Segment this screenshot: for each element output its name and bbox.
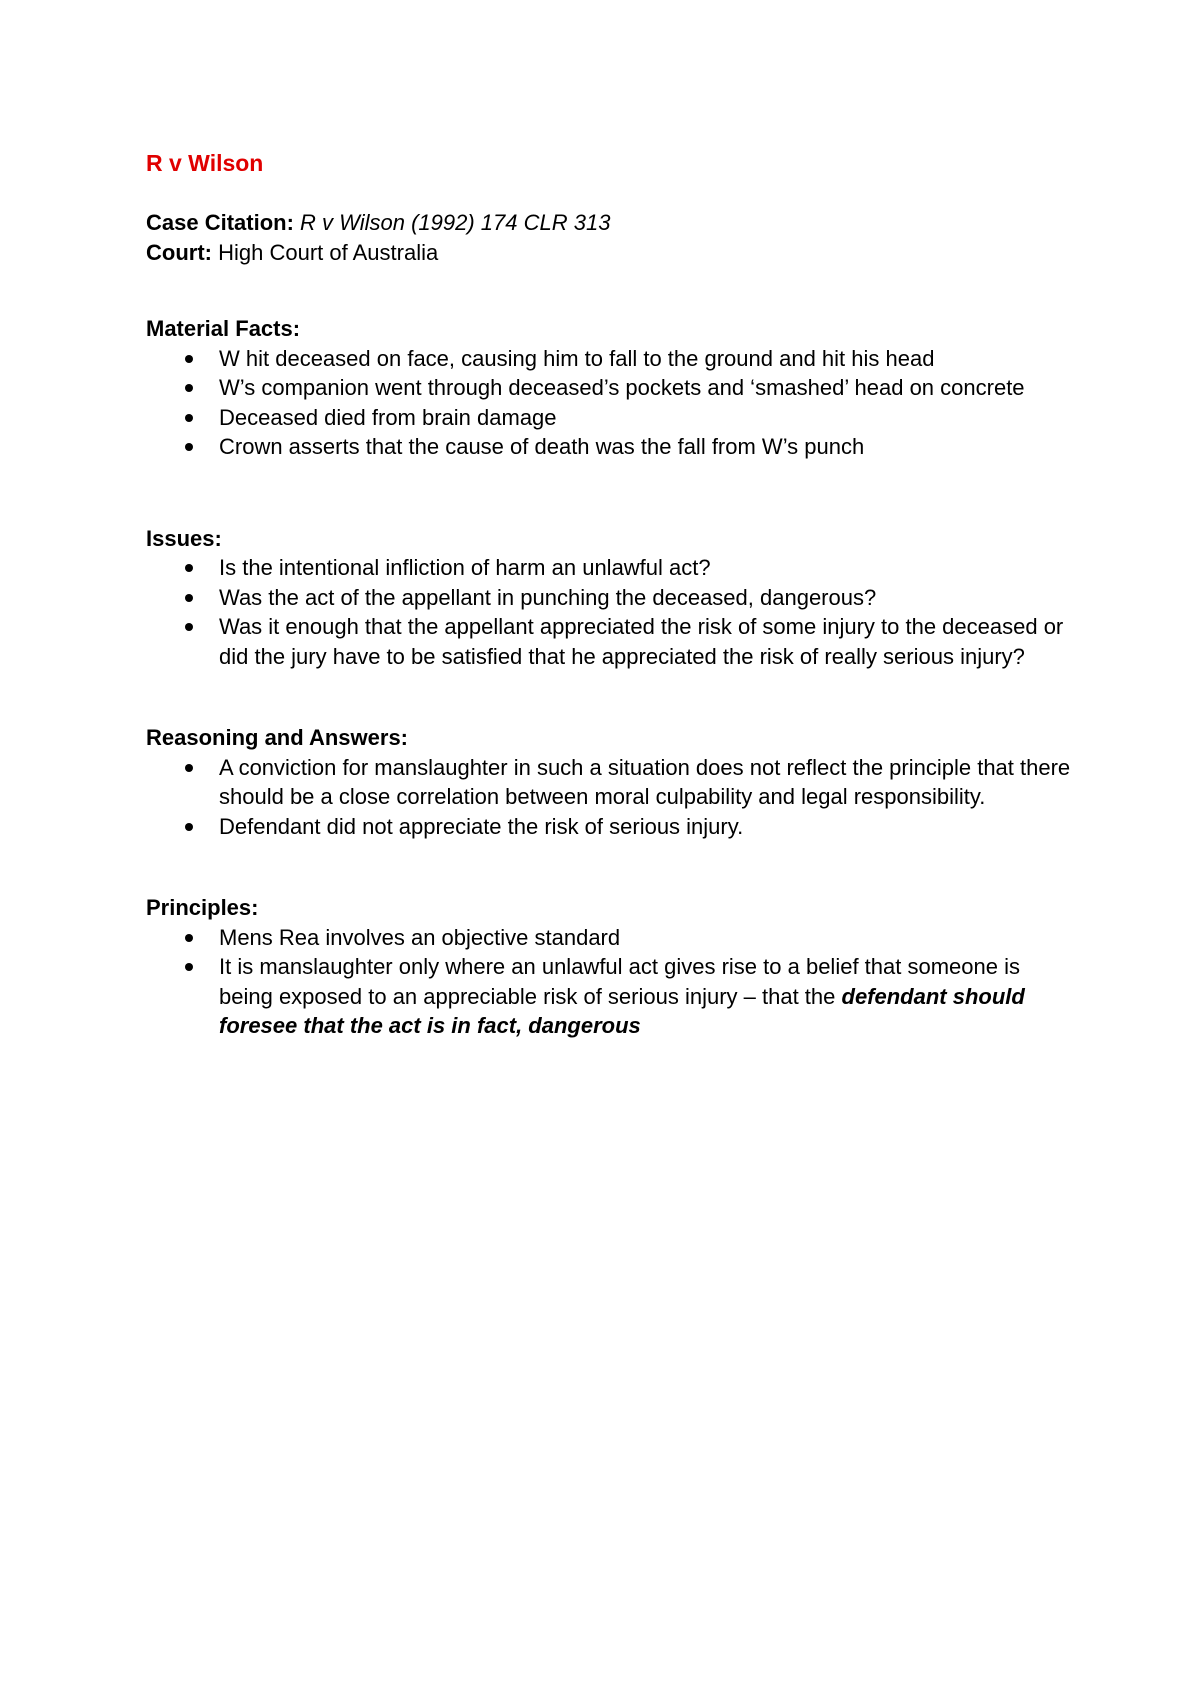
issues-list (146, 553, 1076, 671)
case-citation-value: R v Wilson (1992) 174 CLR 313 (300, 210, 611, 235)
list-item (146, 403, 1076, 433)
list-item-emphasis: defendant should foresee that the act is in fact, dangerous (219, 983, 1025, 1038)
issues-heading: Issues: (146, 525, 222, 551)
material-facts-list (146, 344, 1076, 462)
document-content (146, 148, 1076, 1041)
bullet-icon (185, 963, 193, 971)
list-item (146, 583, 1076, 613)
list-item-text: Mens Rea involves an objective standard (219, 924, 621, 950)
principles-list (146, 923, 1076, 1041)
list-item-text: It is manslaughter only where an unlawful act gives rise to a belief that someone is being exposed to an appreciable risk of serious injury – that the (219, 954, 1020, 1009)
list-item-text: Defendant did not appreciate the risk of serious injury. (219, 813, 744, 839)
bullet-icon (185, 823, 193, 831)
list-item (146, 432, 1076, 462)
case-title: R v Wilson (146, 150, 264, 176)
list-item-text: Was it enough that the appellant appreciated the risk of some injury to the deceased or did the jury have to be satisfied that he appreciated the risk of really serious injury? (219, 614, 1064, 669)
list-item-text: Is the intentional infliction of harm an unlawful act? (219, 555, 711, 580)
bullet-icon (185, 414, 193, 422)
bullet-icon (185, 384, 193, 392)
court-label: Court: (146, 239, 212, 265)
list-item-text: A conviction for manslaughter in such a situation does not reflect the principle that there should be a close correlation between moral culpability and legal responsibility. (219, 754, 1071, 809)
bullet-icon (185, 594, 193, 602)
list-item-text: Deceased died from brain damage (219, 404, 557, 430)
case-citation-line (146, 208, 1076, 238)
material-facts-heading: Material Facts: (146, 316, 301, 341)
reasoning-list (146, 753, 1076, 842)
court-line (146, 238, 1076, 268)
list-item (146, 344, 1076, 374)
list-item (146, 553, 1076, 583)
list-item-text: W hit deceased on face, causing him to fall to the ground and hit his head (219, 345, 935, 371)
case-citation-label: Case Citation: (146, 210, 294, 235)
court-value: High Court of Australia (218, 239, 439, 265)
list-item (146, 812, 1076, 842)
list-item (146, 923, 1076, 953)
reasoning-heading: Reasoning and Answers: (146, 725, 409, 750)
list-item-text: Was the act of the appellant in punching the deceased, dangerous? (219, 584, 877, 610)
issues-section (146, 524, 1076, 672)
list-item-text: W’s companion went through deceased’s pockets and ‘smashed’ head on concrete (219, 375, 1025, 400)
bullet-icon (185, 934, 193, 942)
bullet-icon (185, 443, 193, 451)
list-item (146, 373, 1076, 403)
list-item (146, 952, 1076, 1041)
principles-heading: Principles: (146, 895, 259, 920)
bullet-icon (185, 764, 193, 772)
material-facts-section (146, 314, 1076, 462)
list-item (146, 612, 1076, 671)
list-item (146, 753, 1076, 812)
bullet-icon (185, 564, 193, 572)
bullet-icon (185, 355, 193, 363)
bullet-icon (185, 623, 193, 631)
list-item-text: Crown asserts that the cause of death was the fall from W’s punch (219, 434, 865, 459)
reasoning-section (146, 723, 1076, 841)
principles-section (146, 893, 1076, 1041)
